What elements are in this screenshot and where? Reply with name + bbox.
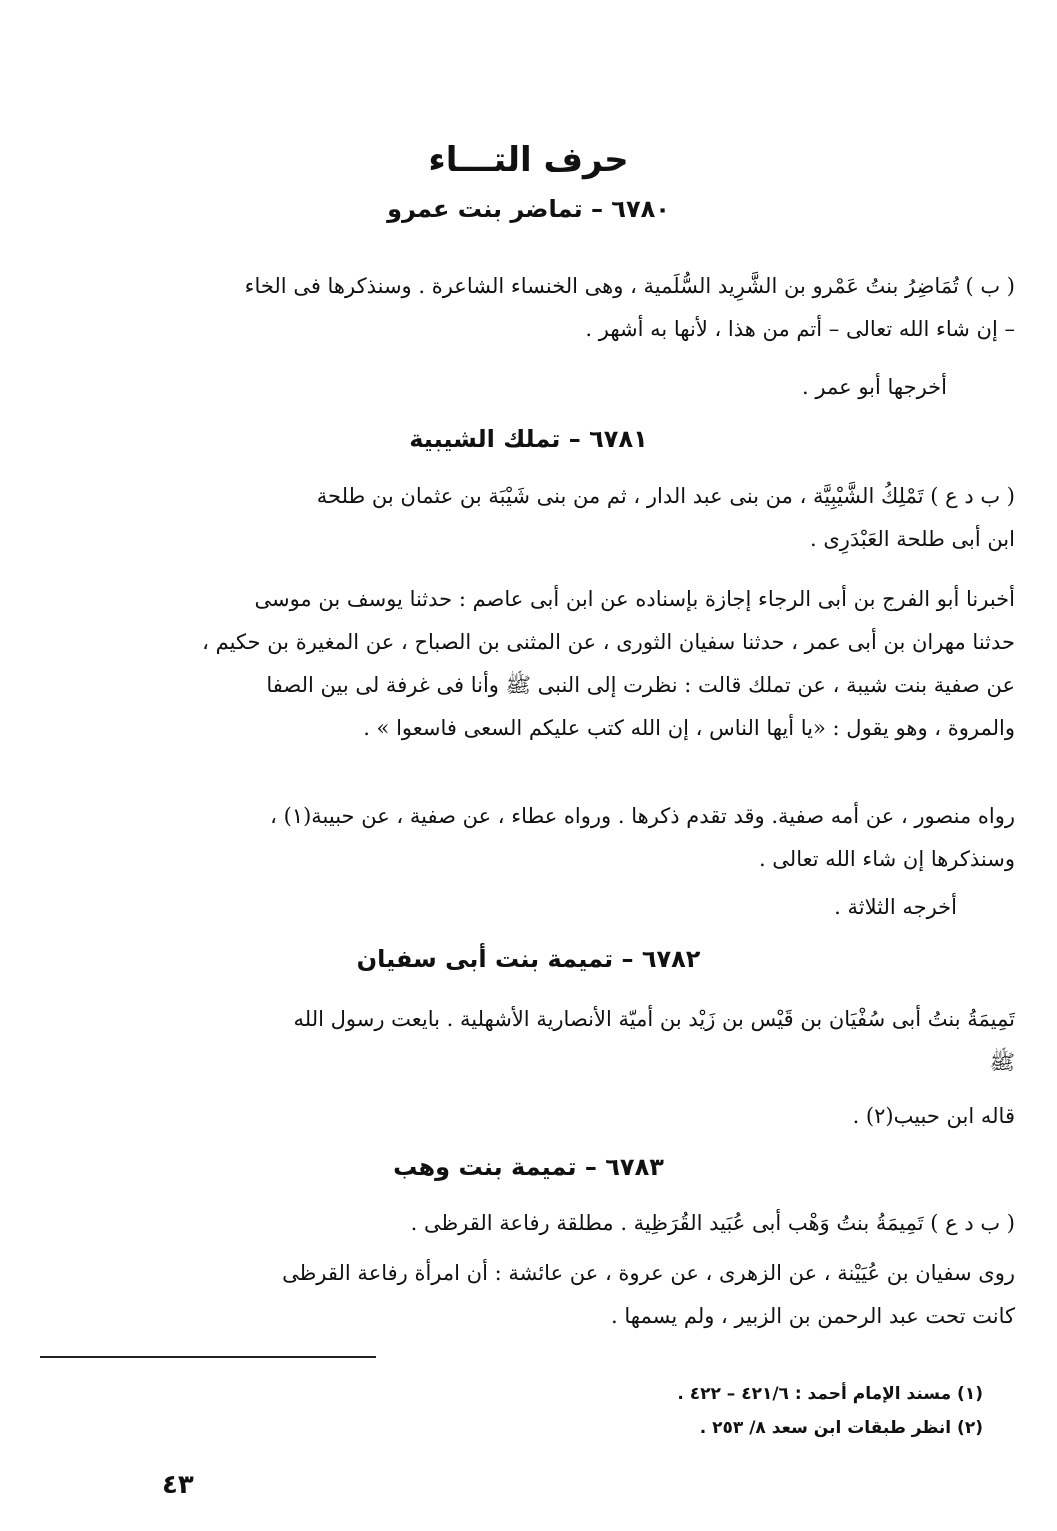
footnote-divider — [40, 1356, 376, 1358]
text-line: والمروة ، وهو يقول : «يا أيها الناس ، إن الله كتب عليكم السعى فاسعوا » . — [363, 716, 1015, 740]
entry-paragraph — [40, 578, 1015, 750]
text-line: أخرجه الثلاثة . — [834, 895, 957, 919]
text-line: أخرجها أبو عمر . — [802, 375, 947, 399]
text-line: عن صفية بنت شيبة ، عن تملك قالت : نظرت إلى النبى ﷺ وأنا فى غرفة لى بين الصفا — [266, 673, 1015, 697]
text-line: ﷺ — [989, 1050, 1015, 1074]
entry-paragraph — [40, 998, 1015, 1084]
text-line: – إن شاء الله تعالى – أتم من هذا ، لأنها به أشهر . — [585, 317, 1015, 341]
entry-title: ٦٧٨٠ – تماضر بنت عمرو — [387, 195, 670, 223]
footnote: (٢) انظر طبقات ابن سعد ٨/ ٢٥٣ . — [699, 1418, 983, 1438]
text-line: ( ب ) تُمَاضِرُ بنتُ عَمْرو بن الشَّرِيد السُّلَمية ، وهى الخنساء الشاعرة . وسنذكرها فى الخاء — [244, 274, 1015, 298]
entry-title: ٦٧٨١ – تملك الشيبية — [409, 425, 648, 453]
footnote: (١) مسند الإمام أحمد : ٤٢١/٦ – ٤٢٢ . — [677, 1384, 983, 1404]
page-number: ٤٣ — [162, 1470, 194, 1500]
text-line: رواه منصور ، عن أمه صفية. وقد تقدم ذكرها . ورواه عطاء ، عن صفية ، عن حبيبة(١) ، — [270, 804, 1015, 828]
text-line: روى سفيان بن عُيَيْنة ، عن الزهرى ، عن عروة ، عن عائشة : أن امرأة رفاعة القرظى — [282, 1261, 1015, 1285]
entry-paragraph — [40, 366, 947, 409]
text-line: تَمِيمَةُ بنتُ أبى سُفْيَان بن قَيْس بن زَيْد بن أميّة الأنصارية الأشهلية . بايعت رسول الله — [293, 1007, 1015, 1031]
text-line: أخبرنا أبو الفرج بن أبى الرجاء إجازة بإسناده عن ابن أبى عاصم : حدثنا يوسف بن موسى — [254, 587, 1015, 611]
text-line: ( ب د ع ) تَمِيمَةُ بنتُ وَهْب أبى عُبَيد القُرَظِية . مطلقة رفاعة القرظى . — [410, 1211, 1015, 1235]
text-line: ( ب د ع ) تَمْلِكُ الشَّيْبِيَّة ، من بنى عبد الدار ، ثم من بنى شَيْبَة بن عثمان بن طلحة — [316, 484, 1015, 508]
entry-title: ٦٧٨٢ – تميمة بنت أبى سفيان — [356, 945, 701, 973]
entry-paragraph — [40, 475, 1015, 561]
text-line: كانت تحت عبد الرحمن بن الزبير ، ولم يسمها . — [611, 1304, 1015, 1328]
text-line: ابن أبى طلحة العَبْدَرِى . — [809, 527, 1015, 551]
entry-paragraph — [40, 886, 957, 929]
entry-paragraph — [40, 795, 1015, 881]
entry-paragraph — [40, 265, 1015, 351]
entry-paragraph — [40, 1252, 1015, 1338]
entry-title: ٦٧٨٣ – تميمة بنت وهب — [393, 1153, 664, 1181]
text-line: وسنذكرها إن شاء الله تعالى . — [758, 847, 1015, 871]
text-line: حدثنا مهران بن أبى عمر ، حدثنا سفيان الثورى ، عن المثنى بن الصباح ، عن المغيرة بن حكيم ، — [202, 630, 1015, 654]
entry-paragraph — [40, 1095, 1015, 1138]
chapter-heading: حرف التـــاء — [428, 140, 629, 180]
footnotes — [677, 1377, 983, 1445]
text-line: قاله ابن حبيب(٢) . — [852, 1104, 1015, 1128]
entry-paragraph — [40, 1202, 1015, 1245]
